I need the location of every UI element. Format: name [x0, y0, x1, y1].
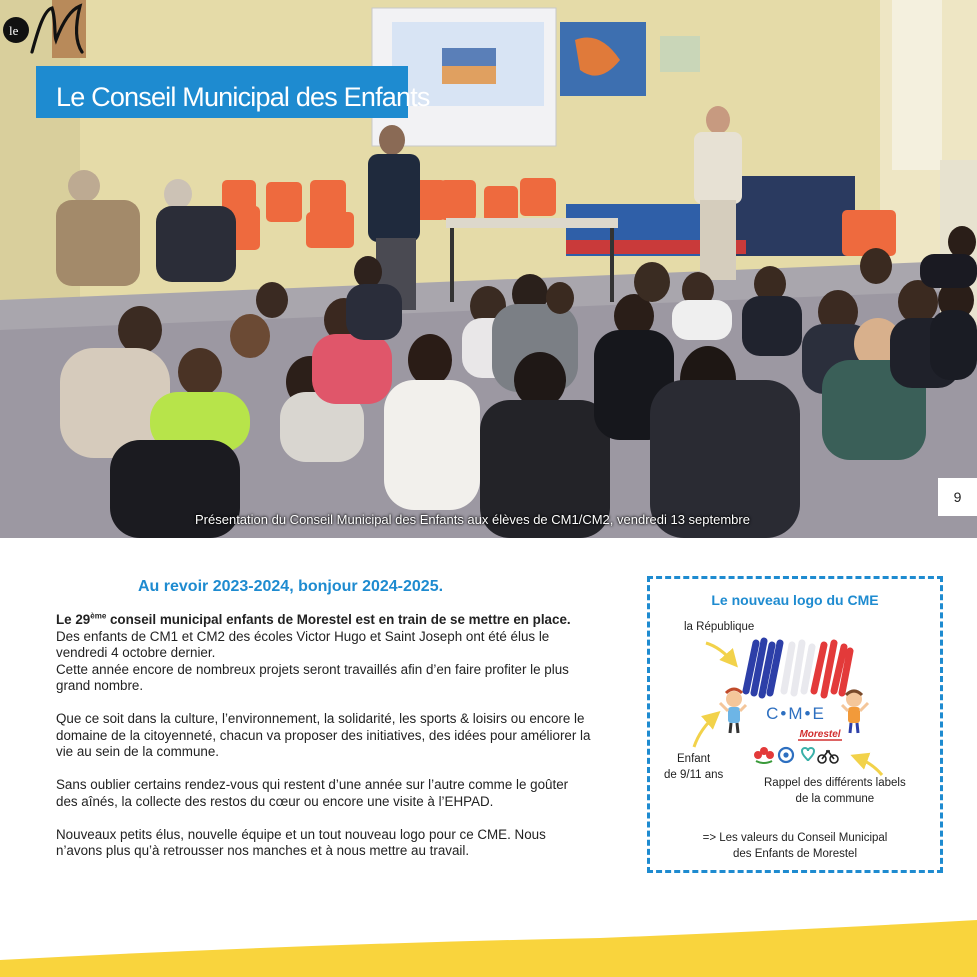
arrow-republique — [706, 643, 734, 663]
label-labels-line2: de la commune — [795, 793, 875, 805]
logo-box-footer-line2: des Enfants de Morestel — [732, 848, 857, 860]
magazine-logo — [0, 0, 88, 58]
svg-text:le: le — [9, 23, 19, 38]
logo-box-footer — [650, 830, 940, 862]
lead-superscript: ème — [90, 611, 107, 621]
page-number: 9 — [938, 478, 977, 516]
label-labels-line1: Rappel des différents labels — [764, 777, 906, 789]
logo-town-text: Morestel — [799, 729, 841, 740]
article-paragraph-1b: Cette année encore de nombreux projets seront travaillés afin d’en faire profiter le plus grand nombre. — [56, 661, 569, 693]
footer-wave — [0, 900, 977, 977]
cme-logo-box — [647, 576, 943, 873]
article-body — [56, 612, 592, 876]
arrow-enfant — [694, 715, 716, 747]
logo-cme-text: C•M•E — [766, 704, 826, 723]
article-paragraph-4: Nouveaux petits élus, nouvelle équipe et un tout nouveau logo pour ce CME. Nous n’avons plus qu’à retrousser nos manches et à nous mettre au travail. — [56, 826, 546, 858]
lead-text-start: Le 29 — [56, 612, 91, 627]
article-paragraph-3: Sans oublier certains rendez-vous qui restent d’une année sur l’autre comme le goûter des aînés, la collecte des restos du cœur ou encore une visite à l’EHPAD. — [56, 777, 569, 809]
lead-text-end: conseil municipal enfants de Morestel est en train de se mettre en place. — [106, 612, 571, 627]
label-republique: la République — [684, 621, 755, 633]
logo-box-footer-line1: => Les valeurs du Conseil Municipal — [702, 832, 888, 844]
article-paragraph-2: Que ce soit dans la culture, l’environnement, la solidarité, les sports & loisirs ou encore le domaine de la citoyenneté, chacun va proposer des initiatives, des idées pour améliorer la vie au sein de la commune. — [56, 711, 591, 759]
article-paragraph-1a: Des enfants de CM1 et CM2 des écoles Victor Hugo et Saint Joseph ont été élus le vendredi 4 octobre dernier. — [56, 628, 550, 660]
article-lead — [56, 612, 592, 629]
photo-caption: Présentation du Conseil Municipal des Enfants aux élèves de CM1/CM2, vendredi 13 septembre — [195, 512, 750, 527]
logo-box-title: Le nouveau logo du CME — [711, 592, 879, 608]
page-banner-title: Le Conseil Municipal des Enfants — [36, 66, 408, 118]
article-heading: Au revoir 2023-2024, bonjour 2024-2025. — [138, 578, 444, 595]
label-enfant-line1: Enfant — [677, 753, 711, 765]
label-enfant-line2: de 9/11 ans — [664, 769, 724, 781]
arrow-labels — [856, 757, 882, 775]
annotation-arrows — [650, 579, 940, 869]
